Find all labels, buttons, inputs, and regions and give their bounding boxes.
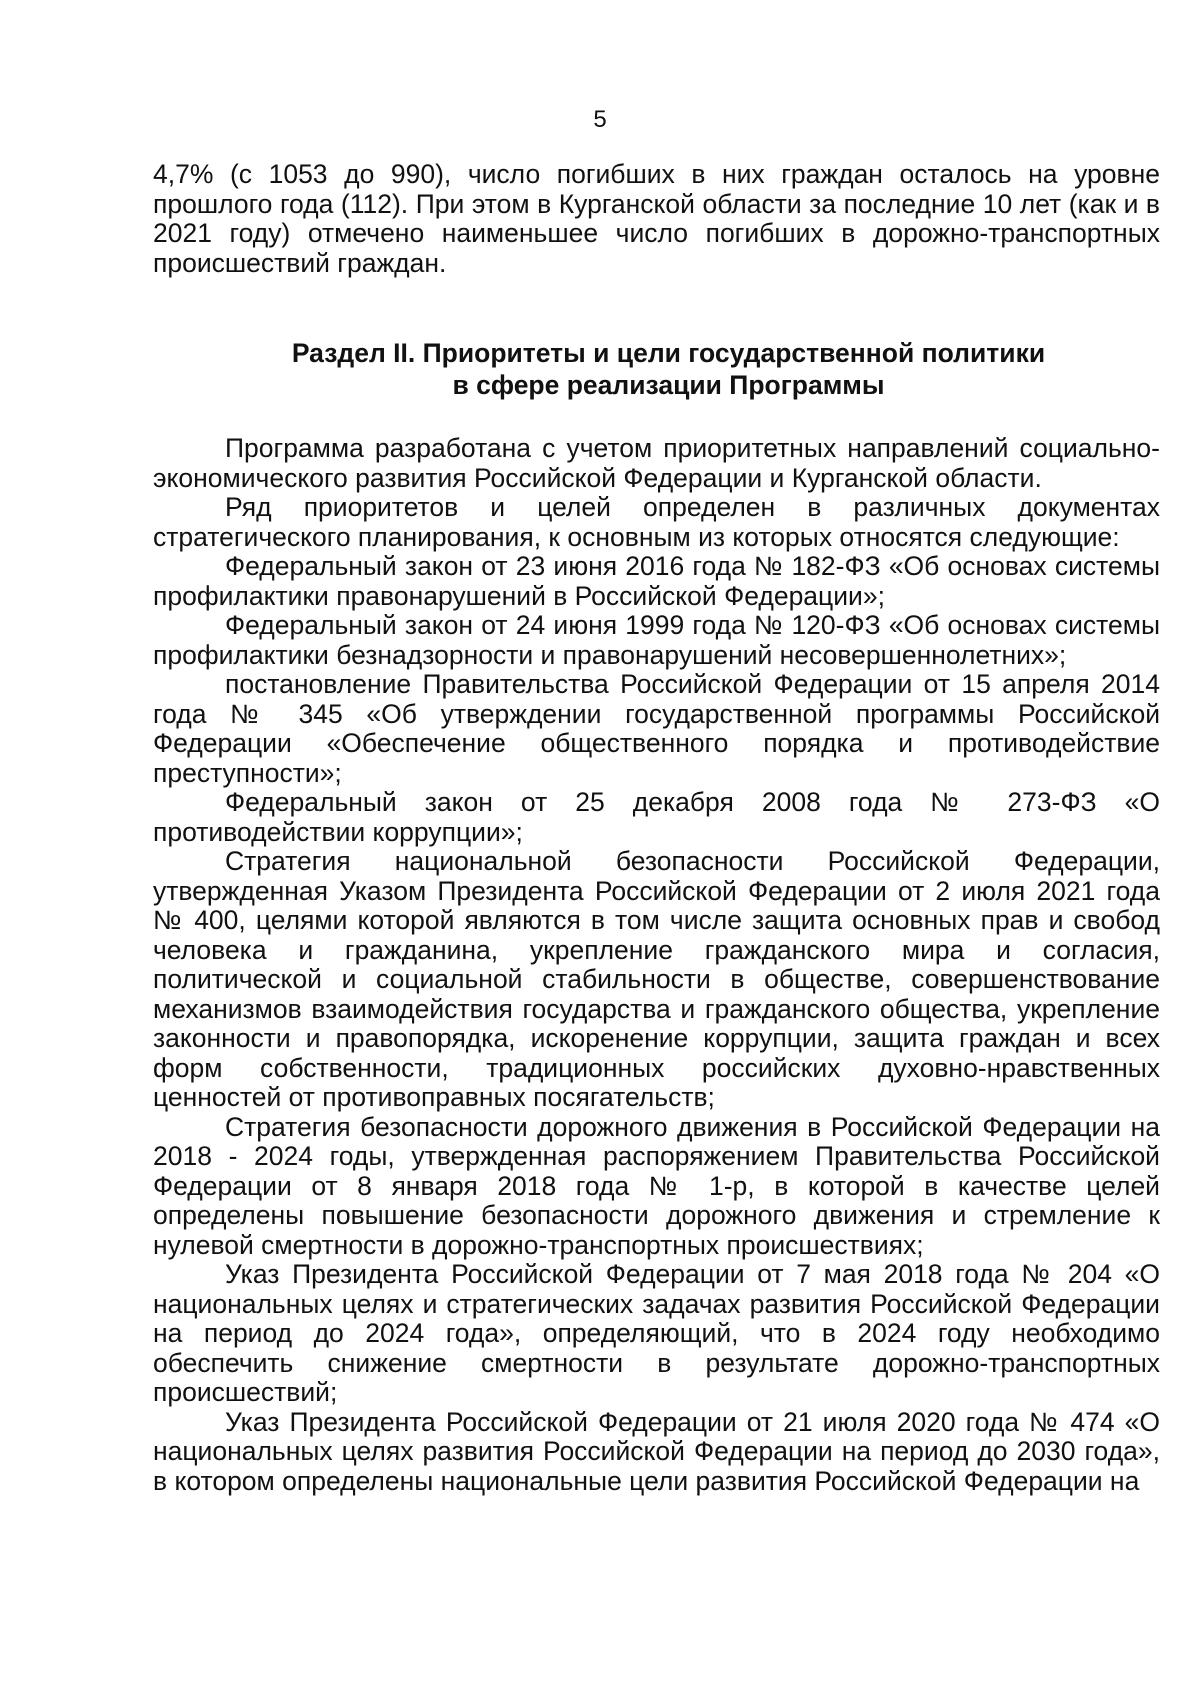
paragraph: Федеральный закон от 23 июня 2016 года № 182-ФЗ «Об основах системы профилактики правонарушений в Российской Федерации»; bbox=[153, 551, 1160, 611]
paragraph: Стратегия национальной безопасности Российской Федерации, утвержденная Указом Президента Российской Федерации от 2 июля 2021 года № 400, целями которой являются в том числе защита основных прав и свобод человека и гражданина, укрепление гражданского мира и согласия, политической и социальной стабильности в обществе, совершенствование механизмов взаимодействия государства и гражданского общества, укрепление законности и правопорядка, искоренение коррупции, защита граждан и всех форм собственности, традиционных российских духовно-нравственных ценностей от противоправных посягательств; bbox=[153, 846, 1160, 1112]
paragraph: Программа разработана с учетом приоритетных направлений социально-экономического развития Российской Федерации и Курганской области. bbox=[153, 433, 1160, 493]
section-heading bbox=[153, 337, 1160, 401]
page-number: 5 bbox=[593, 106, 607, 133]
paragraph: Стратегия безопасности дорожного движения в Российской Федерации на 2018 - 2024 годы, утвержденная распоряжением Правительства Российской Федерации от 8 января 2018 года № 1-р, в которой в качестве целей определены повышение безопасности дорожного движения и стремление к нулевой смертности в дорожно-транспортных происшествиях; bbox=[153, 1111, 1160, 1260]
paragraph: Указ Президента Российской Федерации от 21 июля 2020 года № 474 «О национальных целях развития Российской Федерации на период до 2030 года», в котором определены национальные цели развития Российской Федерации на bbox=[153, 1406, 1160, 1496]
paragraph: Федеральный закон от 24 июня 1999 года № 120-ФЗ «Об основах системы профилактики безнадзорности и правонарушений несовершеннолетних»; bbox=[153, 610, 1160, 670]
intro-paragraph: 4,7% (с 1053 до 990), число погибших в них граждан осталось на уровне прошлого года (112). При этом в Курганской области за последние 10 лет (как и в 2021 году) отмечено наименьшее число погибших в дорожно-транспортных происшествий граждан. bbox=[153, 159, 1160, 278]
paragraph: Федеральный закон от 25 декабря 2008 года № 273-ФЗ «О противодействии коррупции»; bbox=[153, 787, 1160, 847]
document-body bbox=[153, 160, 1160, 1496]
paragraph: Указ Президента Российской Федерации от 7 мая 2018 года № 204 «О национальных целях и стратегических задачах развития Российской Федерации на период до 2024 года», определяющий, что в 2024 году необходимо обеспечить снижение смертности в результате дорожно-транспортных происшествий; bbox=[153, 1259, 1160, 1407]
section-heading-line-1: Раздел II. Приоритеты и цели государственной политики bbox=[291, 338, 1046, 368]
section-heading-line-2: в сфере реализации Программы bbox=[452, 370, 885, 400]
paragraph: постановление Правительства Российской Федерации от 15 апреля 2014 года № 345 «Об утверждении государственной программы Российской Федерации «Обеспечение общественного порядка и противодействие преступности»; bbox=[153, 669, 1160, 788]
paragraph: Ряд приоритетов и целей определен в различных документах стратегического планирования, к основным из которых относятся следующие: bbox=[153, 492, 1160, 552]
